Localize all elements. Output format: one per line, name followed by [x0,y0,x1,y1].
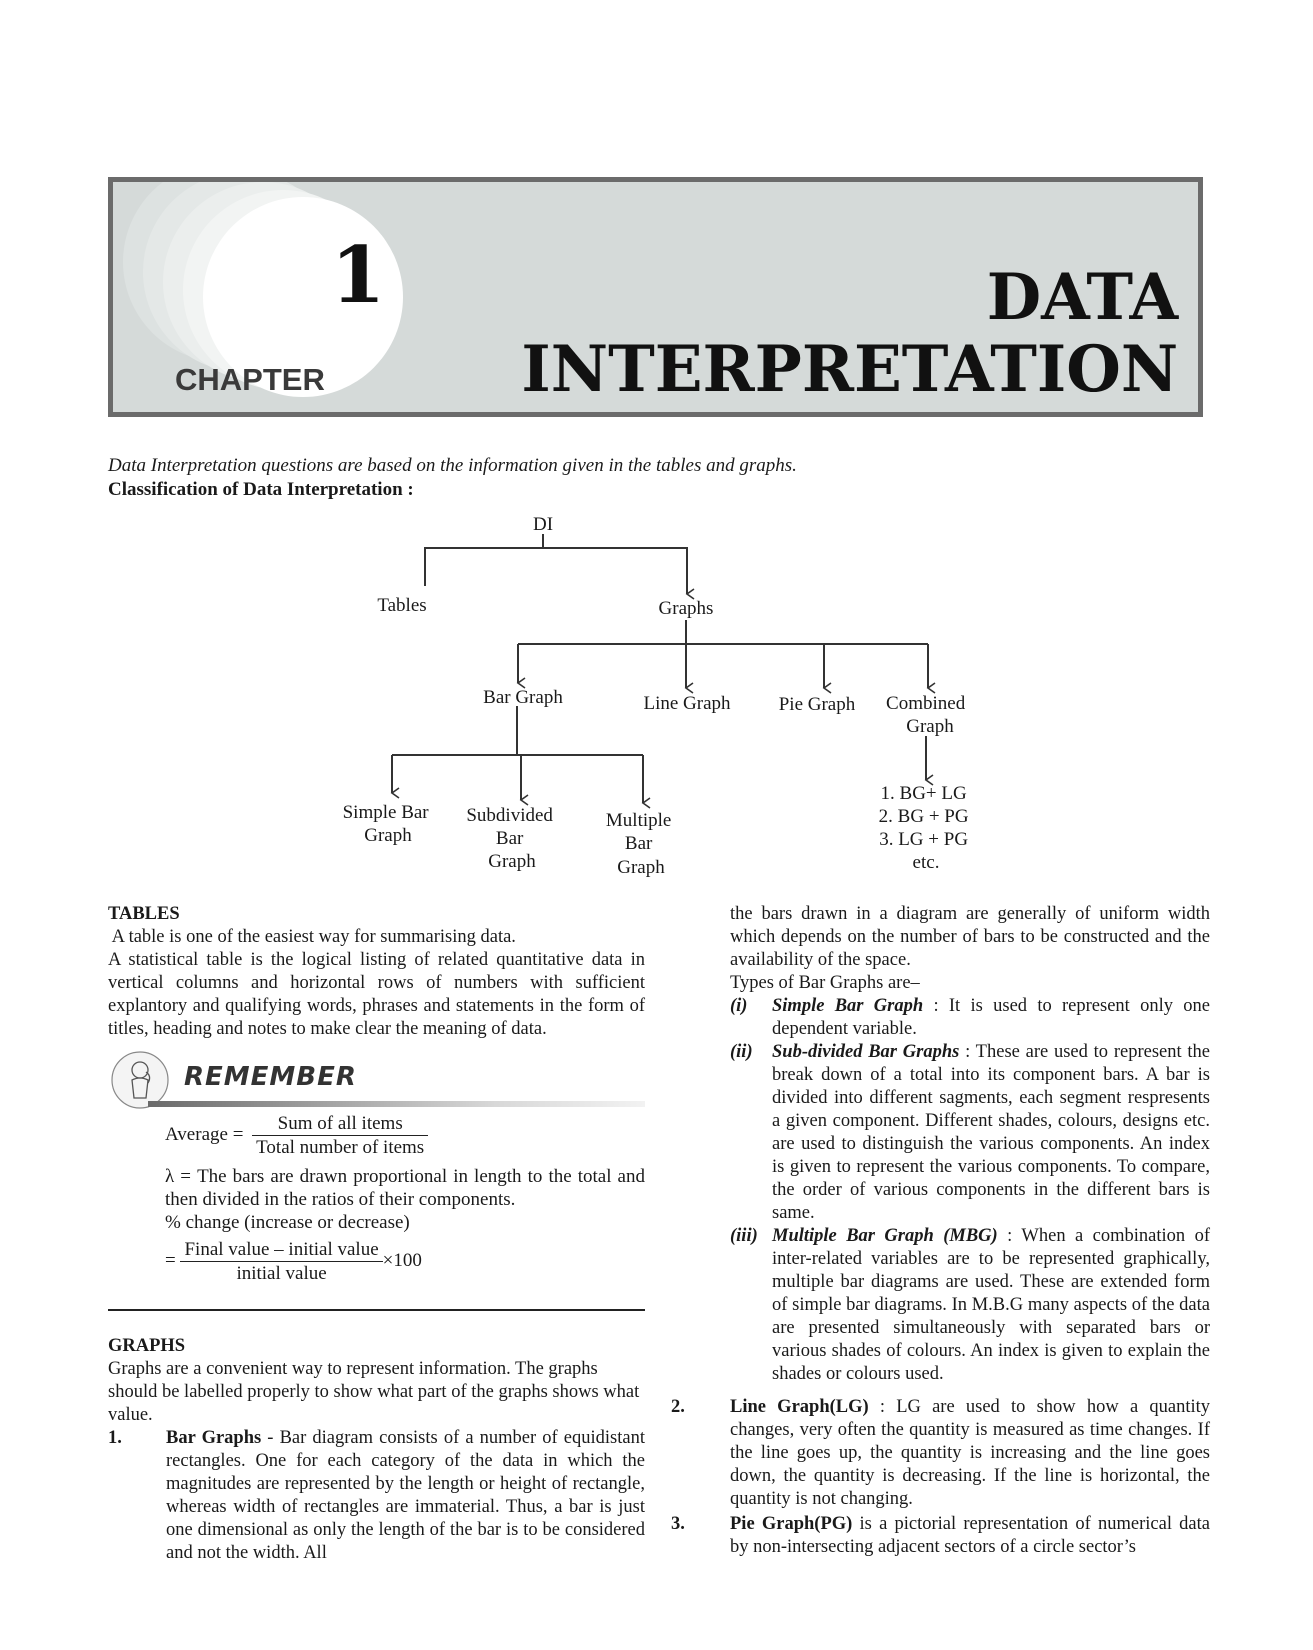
right-column-numbered [671,1396,1210,1559]
percent-equals: = [165,1249,176,1271]
node-line-graph: Line Graph [643,693,731,714]
item-text: - Bar diagram consists of a number of equidistant rectangles. One for each category of the data in which the magnitudes are represented by the length or height of rectangle, whereas width of rectangles are immaterial. Thus, a bar is just one dimensional as only the length of the bar is to be considered and not the width. All [166,1428,645,1563]
node-di: DI [532,514,554,535]
average-fraction [252,1112,428,1159]
tables-section [108,903,645,1041]
percent-numerator: Final value – initial value [180,1238,382,1262]
chapter-label: CHAPTER [175,362,325,397]
item-number: 3. [671,1514,685,1534]
average-label: Average = [165,1123,244,1145]
list-item-bar-graphs [108,1427,645,1565]
item-text: : It is used to represent only one dependent variable. [772,996,1210,1039]
remember-underline [148,1101,645,1107]
percent-fraction [180,1238,382,1285]
node-combined-graph: Combined Graph [886,693,966,737]
item-title: Simple Bar Graph [772,996,924,1016]
list-item-multiple-bar [730,1225,1210,1386]
item-number: 1. [108,1428,122,1448]
item-title: Bar Graphs [166,1428,262,1448]
item-number: (iii) [730,1226,758,1246]
list-item-simple-bar [730,995,1210,1041]
node-simple-bar-graph: Simple Bar Graph [342,802,429,846]
remember-title: REMEMBER [184,1062,357,1092]
graphs-heading: GRAPHS [108,1336,186,1356]
chapter-title-line: INTERPRETATION [521,332,1178,407]
bar-width-paragraph: the bars drawn in a diagram are generally of uniform width which depends on the number of bars to be constructed and the availability of the space. [730,904,1210,970]
lambda-note: λ = The bars are drawn proportional in length to the total and then divided in the ratios of their components. [165,1166,645,1210]
remember-content [165,1112,645,1285]
graphs-section [108,1335,645,1565]
graphs-paragraph: Graphs are a convenient way to represent information. The graphs should be labelled properly to show what part of the graphs shows what value. [108,1359,640,1425]
node-combinations: 1. BG+ LG 2. BG + PG 3. LG + PG etc. [878,783,969,873]
node-multiple-bar-graph: Multiple Bar Graph [605,810,672,878]
item-number: 2. [671,1397,685,1417]
average-formula [165,1112,645,1159]
intro-sentence: Data Interpretation questions are based on the information given in the tables and graphs. [108,455,797,476]
node-bar-graph: Bar Graph [483,687,563,708]
item-text: : These are used to represent the break down of a total into its component bars. A bar is divided into different sagments, each segment respresents a given component. Different shades, colours, designs etc. are used to distinguish the various components. An index is given to represent the various components. To compare, the order of various components in the different bars is same. [772,1042,1210,1223]
item-number: (i) [730,996,748,1016]
item-title: Pie Graph(PG) [730,1514,853,1534]
chapter-number: 1 [330,230,386,321]
tables-paragraph: A statistical table is the logical listing of related quantitative data in vertical columns and horizontal rows of numbers with sufficient explantory and qualifying words, phrases and statements in the form of titles, heading and notes to make clear the meaning of data. [108,950,645,1039]
average-numerator: Sum of all items [252,1112,428,1136]
types-label: Types of Bar Graphs are– [730,973,920,993]
section-divider [108,1309,645,1311]
item-text: : When a combination of inter-related variables are to be represented graphically, multiple bar diagrams are used. These are extended form of simple bar diagrams. In M.B.G many aspects of the data are presented simultaneously with separated bars or various shades of colours. An index is given to explain the shades or colours used. [772,1226,1210,1384]
node-graphs: Graphs [658,598,714,619]
list-item-pie-graph [671,1513,1210,1559]
remember-header [108,1050,645,1110]
tables-paragraph: A table is one of the easiest way for summarising data. [108,927,516,947]
percent-change-formula [165,1238,645,1285]
item-title: Multiple Bar Graph (MBG) [772,1226,998,1246]
average-denominator: Total number of items [256,1137,425,1158]
item-text: : LG are used to show how a quantity changes, very often the quantity is measured as time changes. If the line goes up, the quantity is increasing and the line goes down, the quantity is decreasing. If the line is horizontal, the quantity is not changing. [730,1397,1210,1509]
classification-label: Classification of Data Interpretation : [108,479,414,500]
item-number: (ii) [730,1042,753,1062]
node-pie-graph: Pie Graph [778,694,856,715]
percent-denominator: initial value [236,1263,327,1284]
node-subdivided-bar-graph: Subdivided Bar Graph [466,805,553,872]
item-title: Line Graph(LG) [730,1397,869,1417]
list-item-line-graph [671,1396,1210,1511]
right-column [730,903,1210,1386]
percent-multiplier: ×100 [382,1249,422,1271]
node-tables: Tables [377,595,427,616]
item-text: is a pictorial representation of numerical data by non-intersecting adjacent sectors of a circle sector’s [730,1514,1210,1557]
connector-line [425,548,687,594]
tables-heading: TABLES [108,904,180,924]
percent-change-label: % change (increase or decrease) [165,1212,410,1233]
item-title: Sub-divided Bar Graphs [772,1042,960,1062]
list-item-subdivided-bar [730,1041,1210,1225]
chapter-title-line: DATA [986,260,1178,335]
